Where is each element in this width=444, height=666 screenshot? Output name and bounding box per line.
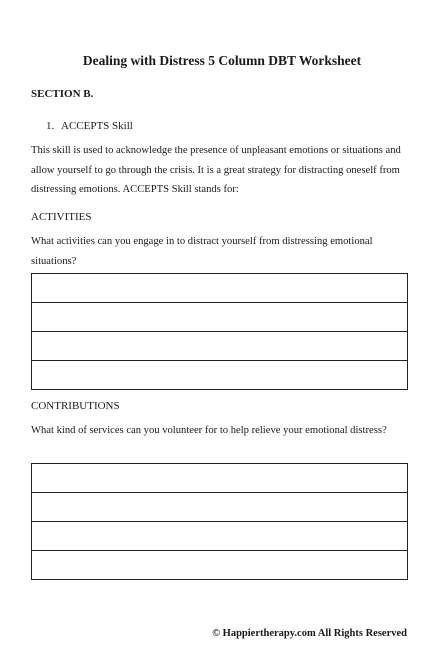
answer-row[interactable] (32, 551, 407, 580)
contributions-question: What kind of services can you volunteer for to help relieve your emotional distress? (31, 425, 387, 436)
activities-heading: ACTIVITIES (31, 211, 92, 223)
item-number: 1. (46, 120, 55, 132)
activities-question: What activities can you engage in to distract yourself from distressing emotional situations? (31, 236, 373, 267)
intro-paragraph: This skill is used to acknowledge the presence of unpleasant emotions or situations and allow yourself to go through the crisis. It is a great strategy for distracting oneself from distressing emotions. ACCEPTS Skill stands for: (31, 145, 401, 195)
answer-row[interactable] (32, 303, 407, 332)
item-label: ACCEPTS Skill (61, 120, 133, 132)
answer-row[interactable] (32, 464, 407, 493)
answer-row[interactable] (32, 361, 407, 390)
section-label: SECTION B. (31, 88, 94, 100)
contributions-heading: CONTRIBUTIONS (31, 400, 120, 412)
answer-row[interactable] (32, 274, 407, 303)
answer-row[interactable] (32, 332, 407, 361)
activities-answer-table (31, 273, 408, 390)
page-title: Dealing with Distress 5 Column DBT Worksheet (82, 53, 362, 68)
answer-row[interactable] (32, 522, 407, 551)
answer-row[interactable] (32, 493, 407, 522)
numbered-item (46, 120, 133, 132)
contributions-answer-table (31, 463, 408, 580)
copyright-footer: © Happiertherapy.com All Rights Reserved (212, 628, 407, 639)
